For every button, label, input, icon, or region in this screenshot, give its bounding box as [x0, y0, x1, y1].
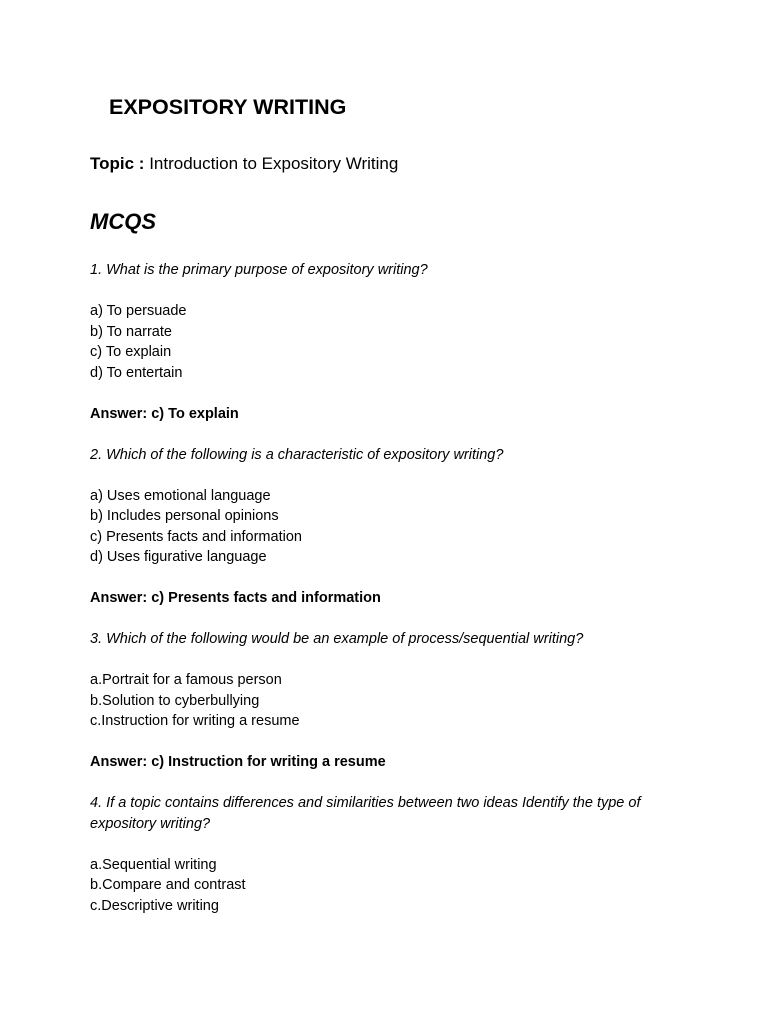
question-2: 2. Which of the following is a characteristic of expository writing? — [90, 446, 504, 463]
question-1-options — [90, 301, 690, 383]
option: d) To entertain — [90, 364, 183, 381]
answer-2: Answer: c) Presents facts and information — [90, 590, 381, 606]
topic-line — [90, 153, 398, 175]
question-3-options — [90, 670, 690, 732]
option: a) Uses emotional language — [90, 487, 271, 504]
option: b) To narrate — [90, 323, 172, 340]
question-3: 3. Which of the following would be an example of process/sequential writing? — [90, 631, 584, 647]
topic-label: Topic : — [90, 154, 145, 173]
answer-3: Answer: c) Instruction for writing a resume — [90, 754, 386, 770]
question-2-options — [90, 486, 690, 568]
option: c.Descriptive writing — [90, 897, 219, 914]
option: c) To explain — [90, 344, 172, 360]
answer-1: Answer: c) To explain — [90, 405, 239, 422]
option: a.Sequential writing — [90, 856, 217, 873]
question-1: 1. What is the primary purpose of expository writing? — [90, 262, 428, 278]
option: a) To persuade — [90, 303, 187, 319]
option: c) Presents facts and information — [90, 528, 302, 545]
section-heading: MCQS — [90, 209, 156, 234]
document-title: EXPOSITORY WRITING — [109, 95, 347, 119]
mcq-list — [90, 260, 690, 937]
option: b) Includes personal opinions — [90, 508, 279, 524]
topic-value: Introduction to Expository Writing — [149, 154, 399, 173]
question-4-options — [90, 855, 690, 917]
option: a.Portrait for a famous person — [90, 672, 282, 688]
option: d) Uses figurative language — [90, 549, 267, 565]
option: c.Instruction for writing a resume — [90, 713, 300, 729]
option: b.Solution to cyberbullying — [90, 692, 260, 709]
option: b.Compare and contrast — [90, 877, 246, 893]
question-4: 4. If a topic contains differences and similarities between two ideas Identify the type of expository writing? — [90, 795, 641, 832]
